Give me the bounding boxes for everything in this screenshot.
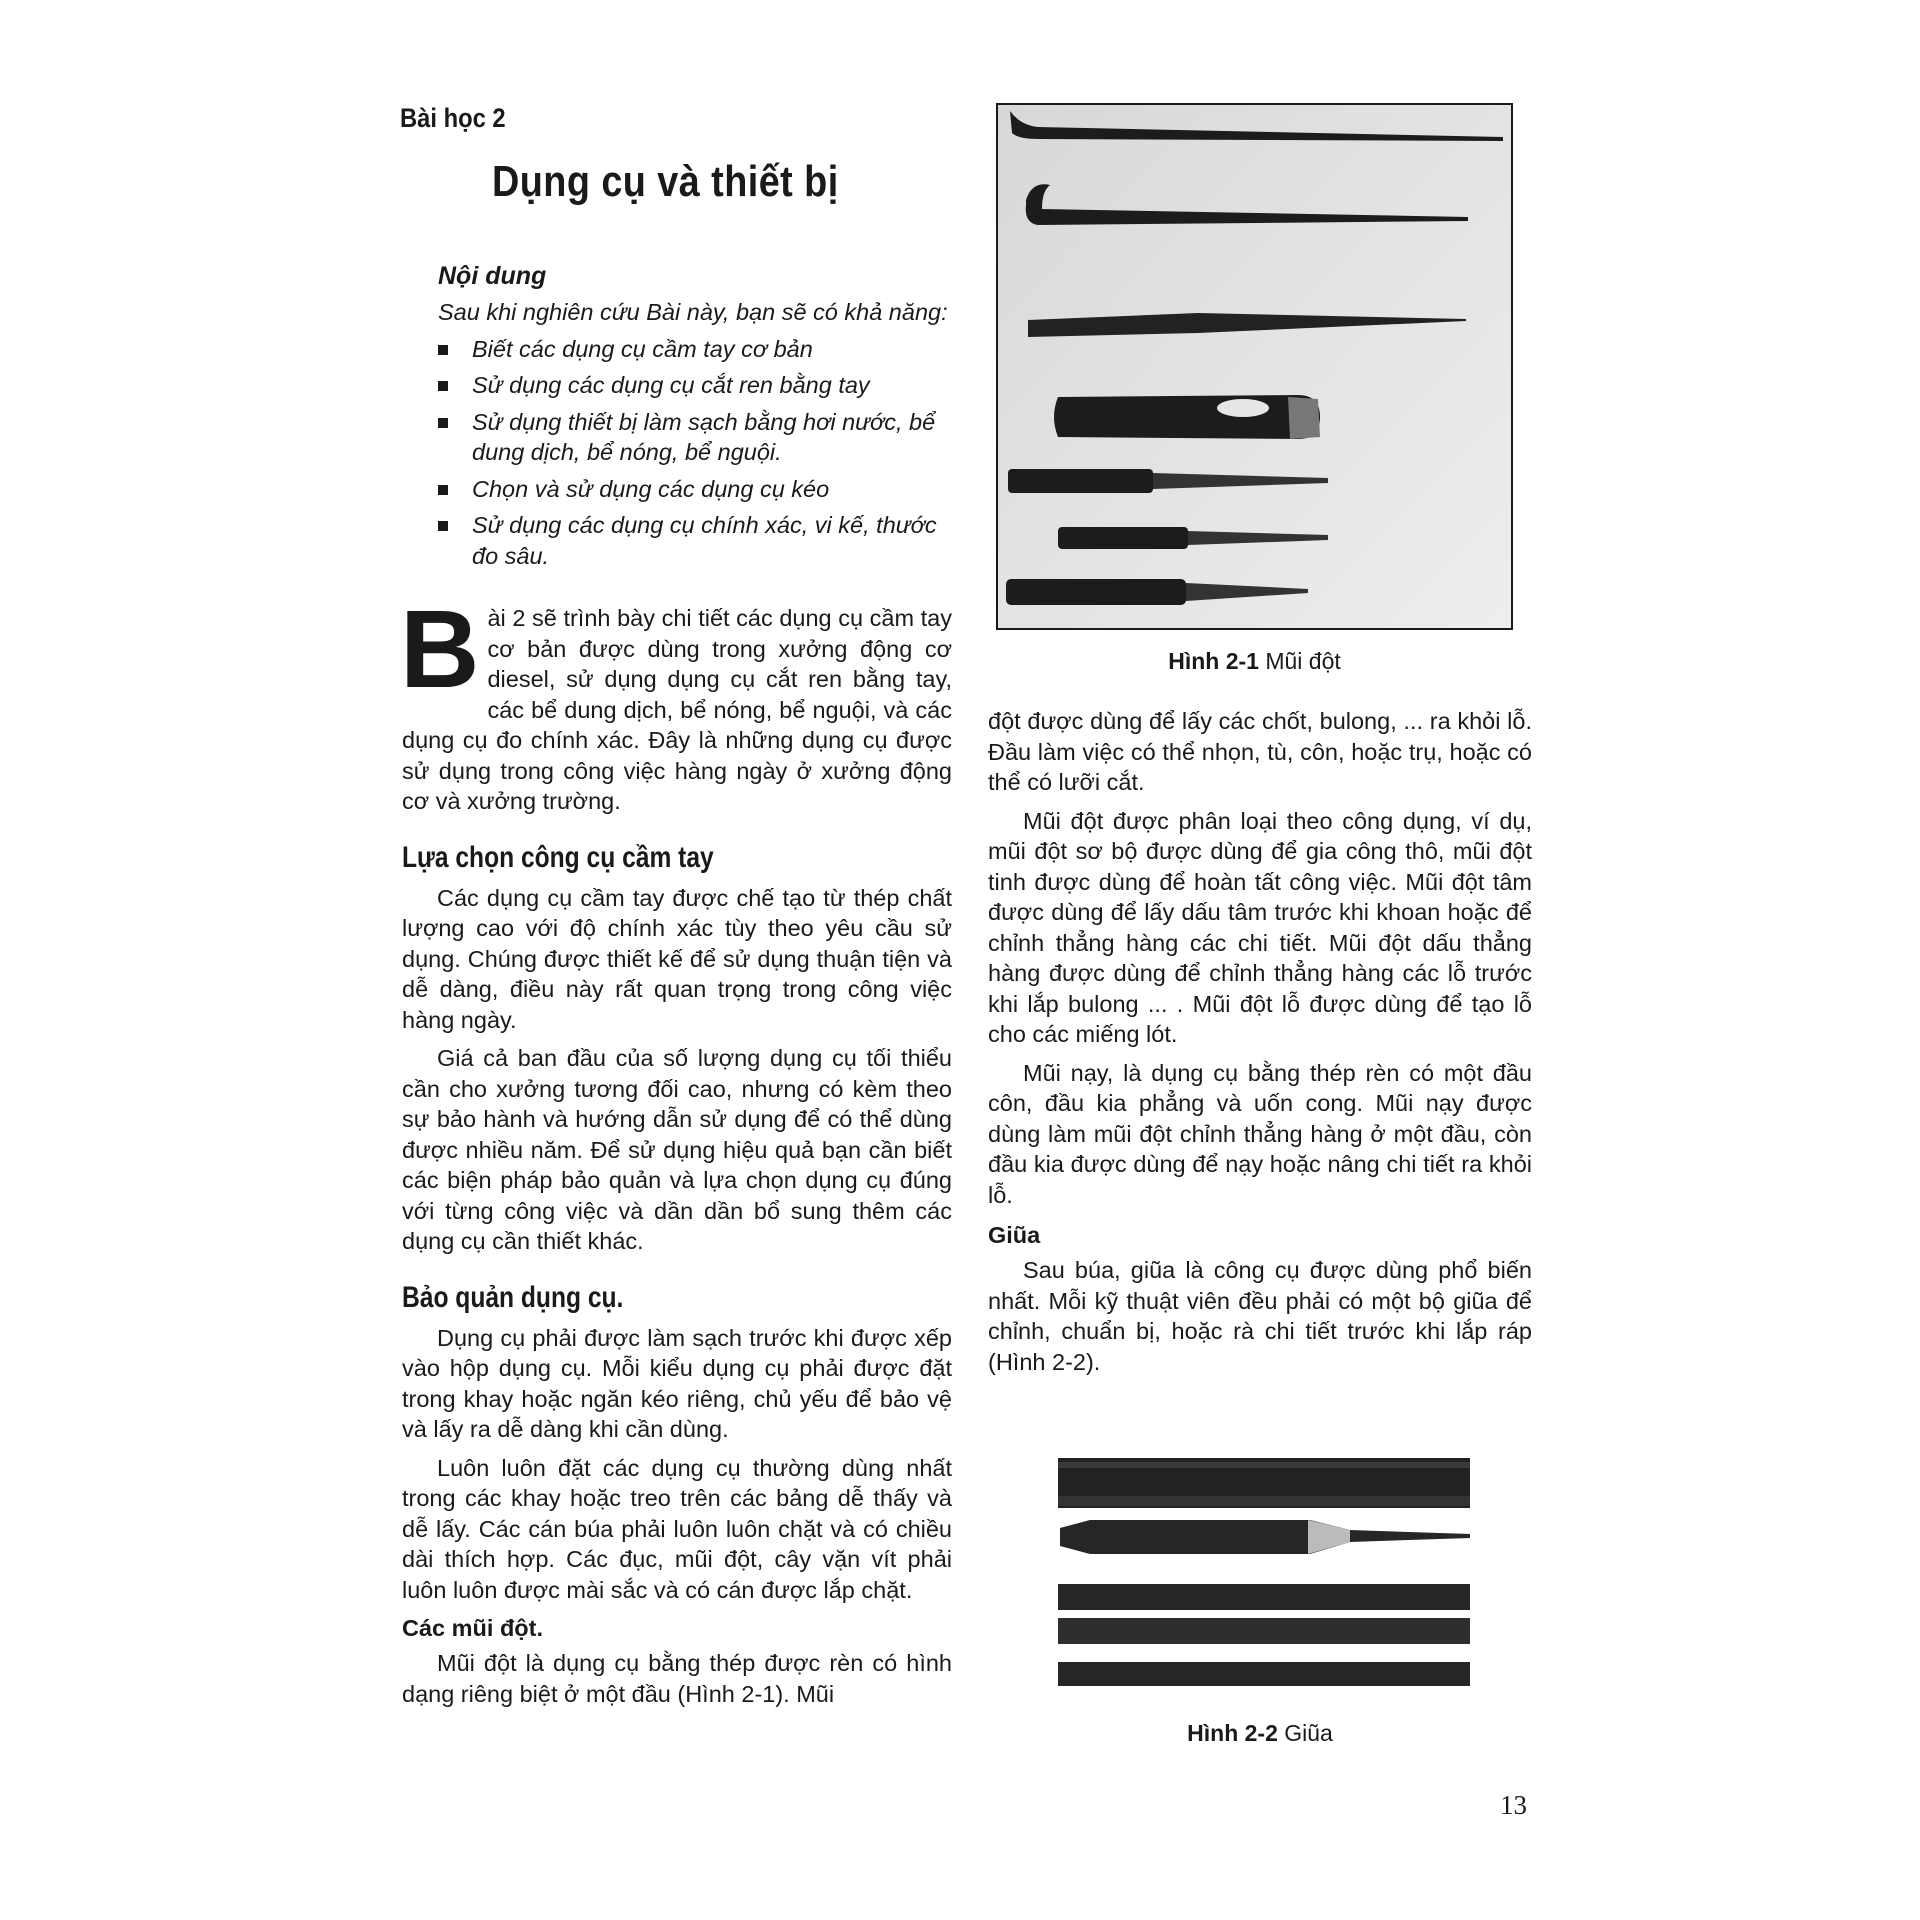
list-item: Biết các dụng cụ cầm tay cơ bản: [402, 334, 952, 365]
pin-punch-shape: [1008, 469, 1153, 493]
section-heading-files: Giũa: [988, 1222, 1041, 1248]
intro-paragraph: Bài 2 sẽ trình bày chi tiết các dụng cụ cầm tay cơ bản được dùng trong xưởng động cơ diesel, sử dụng dụng cụ cắt ren bằng tay, các bể dung dịch, bể nóng, bể nguội, và các dụng cụ đo chính xác. Đây là những dụng cụ được sử dụng trong công việc hàng ngày ở xưởng động cơ và xưởng trường.: [400, 588, 952, 814]
drop-cap: B: [400, 588, 480, 711]
paragraph: Sau búa, giũa là công cụ được dùng phổ biến nhất. Mỗi kỹ thuật viên đều phải có một bộ giũa để chỉnh, chuẩn bị, hoặc rà chi tiết trước khi lắp ráp (Hình 2-2).: [988, 1257, 1532, 1375]
file-square-shape: [1058, 1662, 1470, 1686]
files-body: [988, 1255, 1532, 1377]
section-heading-punches: Các mũi đột.: [402, 1615, 544, 1641]
section-heading-maintenance: Bảo quản dụng cụ.: [402, 1280, 624, 1314]
punches-body-left: [402, 1648, 952, 1709]
figure-1-caption: [996, 648, 1513, 675]
list-item: Chọn và sử dụng các dụng cụ kéo: [402, 474, 952, 505]
paragraph: Mũi nạy, là dụng cụ bằng thép rèn có một đầu côn, đầu kia phẳng và uốn cong. Mũi nạy được dùng làm mũi đột chỉnh thẳng hàng ở một đầu, còn đầu kia được dùng để nạy hoặc nâng chi tiết ra khỏi lỗ.: [988, 1059, 1532, 1208]
page-number: 13: [1500, 1790, 1527, 1820]
figure-punches-image: [996, 103, 1513, 630]
paragraph: Mũi đột được phân loại theo công dụng, ví dụ, mũi đột sơ bộ được dùng để gia công thô, mũi đột tinh được dùng để hoàn tất công việc. Mũi đột tâm được dùng để lấy dấu tâm trước khi khoan hoặc để chỉnh thẳng hàng các chi tiết. Mũi đột dấu thẳng hàng được dùng để chỉnh thẳng hàng các lỗ trước khi lắp bulong ... . Mũi đột lỗ được dùng để tạo lỗ cho các miếng lót.: [988, 807, 1532, 1047]
objectives-heading: Nội dung: [438, 262, 547, 290]
paragraph: Dụng cụ phải được làm sạch trước khi được xếp vào hộp dụng cụ. Mỗi kiểu dụng cụ phải được đặt trong khay hoặc ngăn kéo riêng, chủ yếu để bảo vệ và lấy ra dễ dàng khi cần dùng.: [402, 1324, 952, 1442]
hollow-punch-shape: [1054, 395, 1320, 439]
figure-2-caption-text: Giũa: [1284, 1720, 1333, 1746]
bullet-square-icon: [438, 485, 448, 495]
right-column: [988, 706, 1532, 1385]
paragraph: Các dụng cụ cầm tay được chế tạo từ thép chất lượng cao với độ chính xác tùy theo yêu cầu sử dụng. Chúng được thiết kế để sử dụng thuận tiện và dễ dàng, điều này rất quan trọng trong công việc hàng ngày.: [402, 884, 952, 1033]
figure-files-image: [1050, 1448, 1470, 1698]
lesson-label: Bài học 2: [400, 103, 506, 133]
files-illustration: [1050, 1448, 1470, 1698]
objectives-intro: Sau khi nghiên cứu Bài này, bạn sẽ có khả năng:: [438, 299, 948, 325]
paragraph: đột được dùng để lấy các chốt, bulong, ... ra khỏi lỗ. Đầu làm việc có thể nhọn, tù, côn, hoặc trụ, hoặc có thể có lưỡi cắt.: [988, 708, 1532, 795]
paragraph: Luôn luôn đặt các dụng cụ thường dùng nhất trong các khay hoặc treo trên các bảng dễ thấy và dễ lấy. Các cán búa phải luôn luôn chặt và có chiều dài thích hợp. Các đục, mũi đột, cây vặn vít phải luôn luôn được mài sắc và có cán được lắp chặt.: [402, 1454, 952, 1603]
file-pointed-shape: [1060, 1520, 1470, 1554]
objectives-list: [402, 334, 952, 572]
page-title: Dụng cụ và thiết bị: [492, 157, 839, 206]
maintenance-body: [402, 1323, 952, 1606]
figure-2-label: Hình 2-2: [1187, 1720, 1278, 1746]
left-column: [402, 262, 952, 1717]
drift-punch-shape: [1006, 579, 1186, 605]
paragraph: Mũi đột là dụng cụ bằng thép được rèn có hình dạng riêng biệt ở một đầu (Hình 2-1). Mũi: [402, 1650, 952, 1707]
section-heading-hand-tools: Lựa chọn công cụ cầm tay: [402, 840, 714, 874]
bullet-square-icon: [438, 418, 448, 428]
punch-tools-illustration: [998, 105, 1511, 628]
list-item: Sử dụng thiết bị làm sạch bằng hơi nước, bể dung dịch, bể nóng, bể nguội.: [402, 407, 952, 468]
bullet-square-icon: [438, 345, 448, 355]
bullet-square-icon: [438, 521, 448, 531]
punches-body-right: [988, 706, 1532, 1210]
list-item: Sử dụng các dụng cụ chính xác, vi kế, thước đo sâu.: [402, 510, 952, 571]
figure-1-caption-text: Mũi đột: [1265, 648, 1341, 674]
figure-1-label: Hình 2-1: [1168, 648, 1259, 674]
file-half-round-shape: [1058, 1618, 1470, 1644]
center-punch-shape: [1058, 527, 1188, 549]
hand-tools-body: [402, 883, 952, 1257]
file-round-shape: [1058, 1584, 1470, 1610]
figure-2-caption: [1050, 1720, 1470, 1747]
list-item: Sử dụng các dụng cụ cắt ren bằng tay: [402, 370, 952, 401]
paragraph: Giá cả ban đầu của số lượng dụng cụ tối thiểu cần cho xưởng tương đối cao, nhưng có kèm theo sự bảo hành và hướng dẫn sử dụng để có thể dùng được nhiều năm. Để sử dụng hiệu quả bạn cần biết các biện pháp bảo quản và lựa chọn dụng cụ đúng với từng công việc và dần dần bổ sung thêm các dụng cụ cần thiết khác.: [402, 1045, 952, 1254]
bullet-square-icon: [438, 381, 448, 391]
